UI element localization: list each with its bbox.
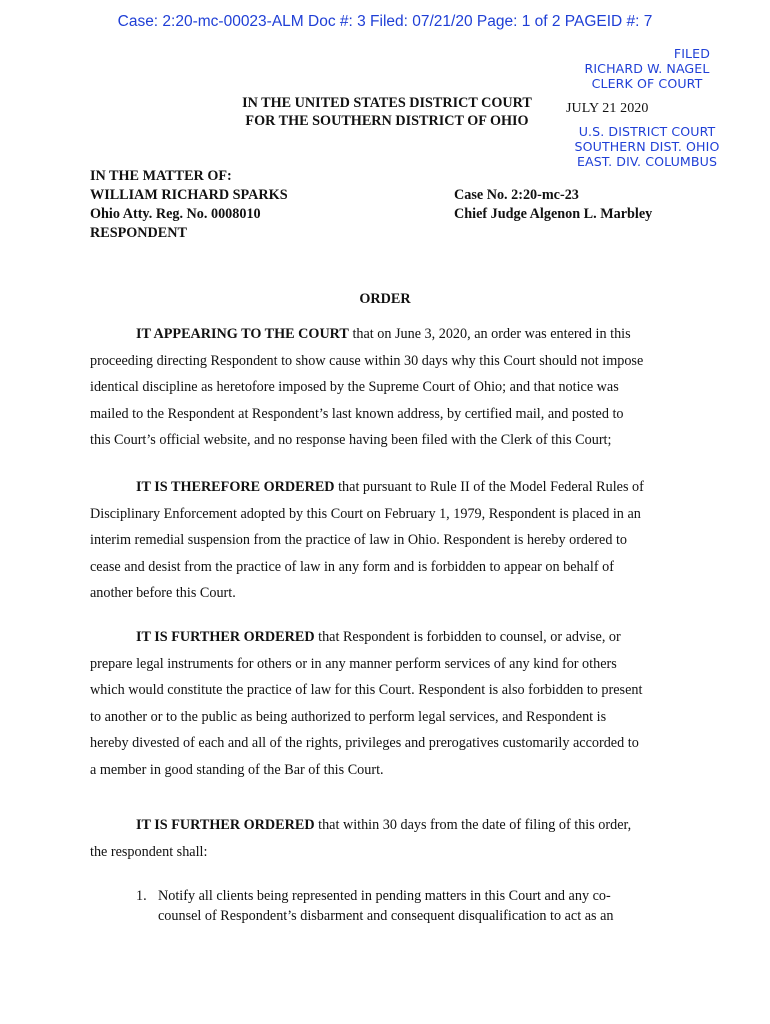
ecf-header-line: Case: 2:20-mc-00023-ALM Doc #: 3 Filed: 07/21/20 Page: 1 of 2 PAGEID #: 7: [117, 13, 653, 30]
stamp-filed: FILED: [673, 46, 710, 61]
paragraph-line: this Court’s official website, and no response having been filed with the Clerk of this Court;: [90, 432, 612, 449]
list-item-number: 1.: [136, 888, 147, 904]
stamp-clerk-name: RICHARD W. NAGEL: [584, 61, 710, 76]
paragraph-line: which would constitute the practice of law for this Court. Respondent is also forbidden to present: [90, 682, 643, 699]
list-item-line: Notify all clients being represented in pending matters in this Court and any co-: [158, 888, 611, 904]
matter-block: [90, 167, 288, 243]
matter-line-1: IN THE MATTER OF:: [90, 168, 232, 184]
case-info: [454, 186, 652, 224]
paragraph-line: [90, 624, 680, 651]
paragraph-3: [90, 624, 680, 784]
order-title: ORDER: [359, 291, 411, 307]
case-number: Case No. 2:20-mc-23: [454, 187, 579, 203]
paragraph-2: [90, 474, 680, 607]
respondent-label: RESPONDENT: [90, 225, 187, 241]
paragraph-line: prepare legal instruments for others or in any manner perform services of any kind for others: [90, 655, 617, 672]
registration-number: Ohio Atty. Reg. No. 0008010: [90, 206, 261, 222]
paragraph-line: a member in good standing of the Bar of this Court.: [90, 761, 384, 778]
stamp-court: U.S. DISTRICT COURT: [578, 124, 716, 139]
stamp-date: JULY 21 2020: [566, 101, 649, 116]
paragraph-text: that pursuant to Rule II of the Model Federal Rules of: [334, 479, 644, 495]
paragraph-line: hereby divested of each and all of the rights, privileges and prerogatives customarily accorded to: [90, 735, 639, 752]
paragraph-text: that on June 3, 2020, an order was entered in this: [348, 326, 631, 342]
list-item-line: counsel of Respondent’s disbarment and consequent disqualification to act as an: [158, 908, 614, 924]
paragraph-line: mailed to the Respondent at Respondent’s last known address, by certified mail, and posted to: [90, 405, 624, 422]
paragraph-1: [90, 321, 680, 454]
paragraph-lead: IT IS FURTHER ORDERED: [136, 629, 315, 645]
paragraph-text: that within 30 days from the date of filing of this order,: [314, 817, 632, 833]
stamp-division: EAST. DIV. COLUMBUS: [576, 154, 718, 169]
paragraph-lead: IT IS FURTHER ORDERED: [136, 817, 315, 833]
numbered-list: [136, 886, 656, 926]
paragraph-line: cease and desist from the practice of law in any form and is forbidden to appear on behalf of: [90, 558, 614, 575]
stamp-clerk-title: CLERK OF COURT: [591, 76, 703, 91]
paragraph-line: [90, 812, 680, 839]
paragraph-4: [90, 812, 680, 865]
stamp-district: SOUTHERN DIST. OHIO: [574, 139, 720, 154]
respondent-name: WILLIAM RICHARD SPARKS: [90, 187, 288, 203]
court-line-1: IN THE UNITED STATES DISTRICT COURT: [242, 95, 532, 111]
paragraph-line: another before this Court.: [90, 585, 236, 602]
paragraph-line: to another or to the public as being authorized to perform legal services, and Respondent is: [90, 708, 607, 725]
paragraph-line: the respondent shall:: [90, 843, 208, 860]
paragraph-line: [90, 474, 680, 501]
paragraph-line: identical discipline as heretofore imposed by the Supreme Court of Ohio; and that notice was: [90, 379, 619, 396]
filed-stamp: [562, 46, 732, 169]
paragraph-line: proceeding directing Respondent to show cause within 30 days why this Court should not impose: [90, 352, 644, 369]
paragraph-text: that Respondent is forbidden to counsel, or advise, or: [314, 629, 621, 645]
list-item: [136, 886, 656, 926]
court-caption: [222, 94, 552, 130]
paragraph-line: interim remedial suspension from the practice of law in Ohio. Respondent is hereby ordered to: [90, 532, 628, 549]
paragraph-lead: IT APPEARING TO THE COURT: [136, 326, 349, 342]
paragraph-line: Disciplinary Enforcement adopted by this Court on February 1, 1979, Respondent is placed in an: [90, 505, 641, 522]
paragraph-line: [90, 321, 680, 348]
court-line-2: FOR THE SOUTHERN DISTRICT OF OHIO: [245, 113, 529, 129]
paragraph-lead: IT IS THEREFORE ORDERED: [136, 479, 335, 495]
judge-name: Chief Judge Algenon L. Marbley: [454, 206, 653, 222]
